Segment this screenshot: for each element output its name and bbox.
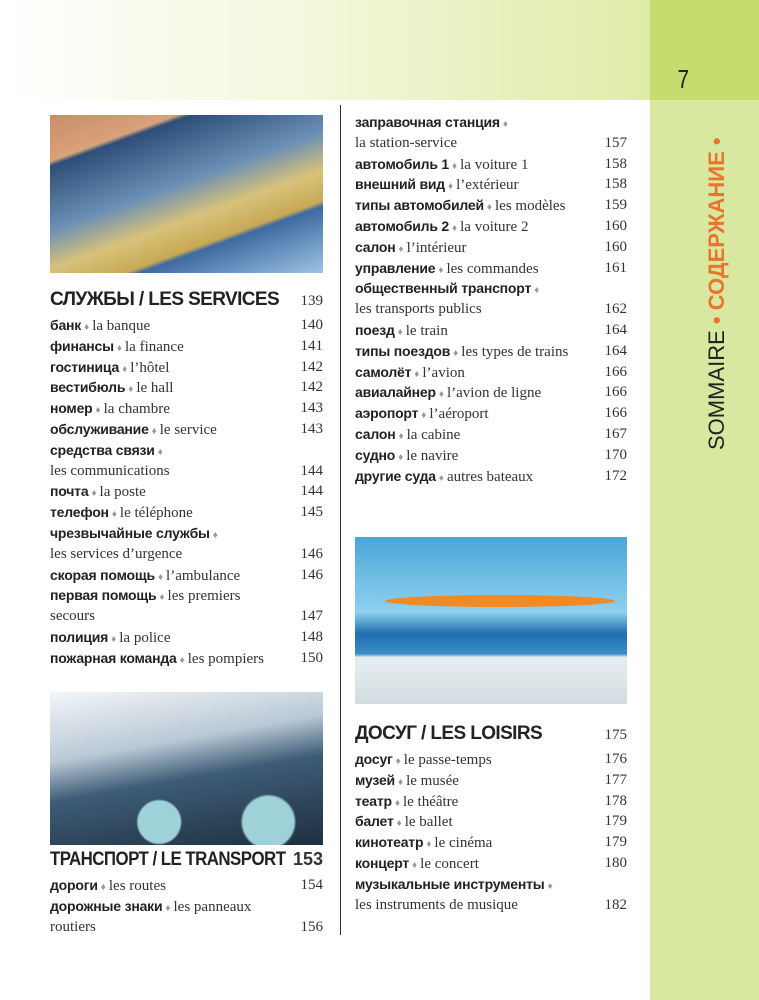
section-heading: [355, 723, 627, 749]
entry-ru: управление: [355, 259, 436, 276]
entry-text: [355, 112, 511, 133]
entry-page: 146: [300, 545, 323, 562]
separator-icon: ♦: [84, 322, 90, 333]
toc-entry: [355, 382, 627, 403]
entry-ru: финансы: [50, 337, 114, 354]
entry-text-continued: [50, 544, 182, 565]
entry-text: [355, 320, 448, 341]
entry-text: [50, 875, 166, 896]
separator-icon: ♦: [438, 389, 444, 401]
toc-entry: [355, 112, 627, 133]
separator-icon: ♦: [212, 529, 218, 541]
entry-fr: la chambre: [103, 401, 170, 418]
entry-ru: дорожные знаки: [50, 897, 163, 914]
entry-page: 143: [300, 420, 323, 437]
entry-fr: le passe-temps: [403, 752, 492, 768]
separator-icon: ♦: [452, 222, 458, 234]
separator-icon: ♦: [398, 451, 404, 463]
section-heading: [50, 849, 323, 875]
entry-fr-continued: les communications: [50, 462, 170, 479]
toc-entry: [355, 403, 627, 424]
toc-entry: [355, 853, 627, 874]
entry-text-continued: [355, 133, 457, 154]
entry-fr: la banque: [92, 318, 151, 334]
toc-entry: [355, 195, 627, 216]
entry-text: [355, 424, 460, 445]
separator-icon: ♦: [398, 243, 404, 255]
entry-fr: le service: [159, 421, 217, 438]
entry-ru: общественный транспорт: [355, 280, 532, 297]
entry-text: [50, 336, 184, 357]
entry-ru: музей: [355, 771, 395, 788]
entry-page: 144: [300, 483, 323, 500]
entry-ru: скорая помощь: [50, 566, 155, 583]
entry-fr: le concert: [420, 855, 479, 872]
entry-ru: внешний вид: [355, 176, 445, 193]
entry-fr: la cabine: [406, 426, 461, 443]
entry-text-continued: [355, 895, 518, 916]
entry-ru: автомобиль 2: [355, 217, 450, 234]
toc-entry: [50, 627, 323, 648]
toc-entry: [355, 278, 627, 299]
entry-ru: пожарная команда: [50, 649, 177, 666]
toc-entry-continued: [355, 133, 627, 154]
section-transport: [50, 849, 323, 937]
entry-page: 161: [604, 259, 627, 276]
section-page: 153: [292, 849, 323, 869]
separator-icon: ♦: [486, 202, 493, 214]
entry-text: [355, 811, 453, 832]
entry-fr: la voiture 2: [460, 218, 529, 235]
separator-icon: ♦: [394, 797, 400, 809]
separator-icon: ♦: [395, 756, 401, 767]
title-sep: •: [704, 316, 729, 325]
separator-icon: ♦: [397, 776, 404, 788]
entry-fr: l’avion: [422, 364, 465, 381]
entry-text: [355, 853, 479, 874]
entry-fr-continued: secours: [50, 608, 95, 625]
beach-van-photo: [355, 537, 627, 704]
toc-entry: [50, 648, 323, 669]
page-number: 7: [677, 64, 690, 94]
entry-text: [355, 791, 458, 812]
entry-text: [50, 585, 240, 606]
entry-page: 157: [604, 134, 627, 151]
separator-icon: ♦: [100, 882, 106, 893]
entry-page: 167: [604, 425, 627, 442]
separator-icon: ♦: [95, 405, 101, 417]
toc-entry-continued: [355, 299, 627, 320]
car-dashboard-photo: [50, 692, 323, 845]
entry-ru: средства связи: [50, 441, 155, 458]
title-end: •: [704, 137, 729, 146]
entry-ru: автомобиль 1: [355, 155, 450, 172]
entry-page: 144: [300, 462, 323, 479]
separator-icon: ♦: [397, 326, 403, 338]
entry-text: [50, 440, 166, 461]
entry-page: 179: [604, 813, 627, 830]
entry-fr: le hall: [136, 380, 174, 397]
entry-ru: типы автомобилей: [355, 197, 484, 214]
entry-fr: l’hôtel: [130, 359, 170, 376]
entry-ru: телефон: [50, 504, 109, 521]
separator-icon: ♦: [159, 592, 165, 604]
separator-icon: ♦: [426, 839, 432, 851]
entry-text: [355, 749, 492, 770]
entry-page: 176: [604, 751, 627, 767]
toc-entry: [50, 875, 323, 896]
entry-text: [50, 502, 193, 523]
column-divider: [340, 105, 341, 935]
entry-text: [50, 565, 240, 586]
toc-entry: [355, 770, 627, 791]
entry-fr: l’intérieur: [406, 239, 467, 256]
separator-icon: ♦: [421, 410, 427, 422]
section-transport-continued: [355, 112, 627, 486]
toc-entry-continued: [50, 544, 323, 565]
entry-page: 170: [604, 446, 627, 463]
separator-icon: ♦: [116, 342, 123, 354]
toc-entry: [50, 565, 323, 586]
separator-icon: ♦: [128, 384, 134, 396]
entry-ru: номер: [50, 400, 93, 417]
toc-entry: [50, 377, 323, 398]
separator-icon: ♦: [502, 119, 508, 130]
entry-ru: вестибюль: [50, 379, 126, 396]
toc-entry: [355, 791, 627, 812]
separator-icon: ♦: [547, 880, 553, 892]
entry-fr: le théâtre: [402, 793, 459, 810]
separator-icon: ♦: [438, 472, 444, 484]
entry-fr: les pompiers: [187, 650, 264, 667]
toc-entry: [355, 445, 627, 466]
entry-page: 172: [604, 467, 627, 484]
separator-icon: ♦: [151, 425, 157, 437]
entry-text: [355, 466, 533, 487]
separator-icon: ♦: [414, 368, 420, 380]
entry-page: 180: [604, 854, 627, 871]
toc-entry: [50, 440, 323, 461]
entry-ru: досуг: [355, 751, 393, 767]
entry-text: [355, 341, 568, 362]
entry-page: 141: [300, 337, 323, 354]
entry-page: 164: [604, 321, 627, 338]
separator-icon: ♦: [412, 859, 418, 871]
top-band: [0, 0, 650, 100]
entry-ru: кинотеатр: [355, 834, 424, 851]
entry-page: 140: [300, 317, 323, 333]
entry-text: [50, 419, 217, 440]
entry-ru: чрезвычайные службы: [50, 524, 210, 541]
separator-icon: ♦: [534, 285, 540, 297]
entry-fr: le téléphone: [119, 505, 193, 522]
entry-ru: типы поездов: [355, 342, 451, 359]
entry-page: 179: [604, 834, 627, 851]
side-tab: [650, 0, 759, 1000]
entry-text: [355, 216, 528, 237]
entry-page: 166: [604, 405, 627, 422]
entry-ru: музыкальные инструменты: [355, 875, 545, 892]
separator-icon: ♦: [157, 446, 163, 458]
entry-text: [355, 195, 565, 216]
entry-page: 182: [604, 896, 627, 913]
entry-page: 156: [300, 918, 323, 935]
toc-entry: [355, 154, 627, 175]
entry-fr: la police: [119, 629, 171, 646]
entry-ru: салон: [355, 238, 396, 255]
entry-ru: другие суда: [355, 467, 436, 484]
entry-fr: l’aéroport: [429, 406, 489, 423]
separator-icon: ♦: [396, 818, 402, 830]
credit-cards-photo: [50, 115, 323, 273]
entry-page: 150: [300, 649, 323, 666]
title-fr: SOMMAIRE: [704, 330, 729, 450]
entry-ru: почта: [50, 483, 89, 500]
side-tab-top: [650, 0, 759, 100]
entry-text: [50, 377, 173, 398]
toc-entry: [355, 341, 627, 362]
entry-fr: le train: [405, 322, 448, 339]
toc-entry-continued: [50, 917, 323, 938]
entry-ru: салон: [355, 425, 396, 442]
entry-ru: самолёт: [355, 363, 412, 380]
entry-ru: гостиница: [50, 358, 120, 375]
section-heading: [50, 289, 323, 315]
entry-fr: autres bateaux: [446, 468, 534, 485]
entry-text-continued: [50, 461, 170, 482]
entry-page: 178: [604, 792, 627, 809]
entry-text: [355, 278, 542, 299]
toc-entry-continued: [50, 606, 323, 627]
section-title: ТРАНСПОРТ / LE TRANSPORT: [50, 849, 286, 870]
toc-entry: [50, 896, 323, 917]
entry-page: 154: [300, 877, 323, 893]
entry-text: [50, 481, 146, 502]
entry-page: 160: [604, 217, 627, 234]
toc-entry: [50, 336, 323, 357]
toc-entry: [355, 811, 627, 832]
entry-text: [50, 523, 221, 544]
entry-page: 158: [604, 176, 627, 193]
toc-entry: [50, 315, 323, 336]
separator-icon: ♦: [111, 509, 117, 521]
separator-icon: ♦: [438, 264, 444, 276]
entry-fr: la finance: [125, 338, 184, 355]
toc-entry: [355, 174, 627, 195]
entry-fr: le ballet: [404, 814, 453, 831]
entry-page: 158: [604, 155, 627, 172]
entry-ru: заправочная станция: [355, 114, 500, 130]
toc-entry: [355, 466, 627, 487]
entry-text-continued: [355, 299, 482, 320]
entry-ru: дороги: [50, 877, 98, 893]
entry-text: [50, 648, 264, 669]
separator-icon: ♦: [157, 571, 164, 583]
entry-fr-continued: les services d’urgence: [50, 545, 183, 562]
entry-page: 145: [300, 504, 323, 521]
entry-page: 148: [300, 628, 323, 645]
entry-ru: обслуживание: [50, 420, 149, 437]
toc-entry: [50, 398, 323, 419]
section-title: ДОСУГ / LES LOISIRS: [355, 723, 543, 744]
section-title: СЛУЖБЫ / LES SERVICES: [50, 289, 280, 310]
toc-entry: [355, 424, 627, 445]
toc-entry: [50, 419, 323, 440]
toc-entry: [50, 523, 323, 544]
toc-entry: [50, 357, 323, 378]
entry-fr: l’extérieur: [456, 177, 519, 194]
entry-text: [50, 398, 170, 419]
entry-fr-continued: routiers: [50, 918, 96, 935]
separator-icon: ♦: [453, 347, 459, 359]
toc-entry-continued: [355, 895, 627, 916]
entry-page: 143: [300, 400, 323, 417]
separator-icon: ♦: [398, 430, 404, 442]
entry-page: 147: [300, 608, 323, 625]
separator-icon: ♦: [111, 633, 117, 645]
entry-fr: l’avion de ligne: [446, 385, 542, 402]
entry-ru: банк: [50, 317, 82, 333]
entry-fr: le navire: [406, 447, 459, 464]
separator-icon: ♦: [179, 654, 185, 666]
entry-page: 166: [604, 363, 627, 380]
entry-text: [50, 315, 150, 336]
entry-text: [50, 357, 169, 378]
entry-ru: театр: [355, 792, 392, 809]
entry-fr: les premiers: [167, 588, 241, 605]
entry-text: [355, 382, 541, 403]
separator-icon: ♦: [91, 488, 97, 500]
entry-text: [50, 627, 171, 648]
toc-entry: [50, 585, 323, 606]
entry-ru: аэропорт: [355, 405, 419, 422]
entry-fr: l’ambulance: [166, 567, 241, 584]
entry-text: [355, 832, 492, 853]
entry-fr: les routes: [108, 878, 166, 894]
entry-text: [355, 445, 458, 466]
entry-text: [355, 258, 539, 279]
entry-text: [50, 896, 251, 917]
toc-entry: [355, 258, 627, 279]
entry-text-continued: [50, 606, 95, 627]
entry-text: [355, 403, 489, 424]
toc-entry: [355, 320, 627, 341]
entry-fr: la poste: [99, 484, 146, 501]
toc-entry: [355, 749, 627, 770]
entry-page: 160: [604, 238, 627, 255]
entry-text: [355, 874, 556, 895]
toc-entry: [50, 481, 323, 502]
separator-icon: ♦: [447, 181, 454, 193]
entry-ru: балет: [355, 813, 394, 830]
entry-page: 142: [300, 358, 323, 375]
entry-fr: les types de trains: [461, 343, 569, 360]
entry-ru: первая помощь: [50, 587, 157, 604]
entry-fr-continued: les transports publics: [355, 301, 482, 318]
entry-ru: судно: [355, 446, 396, 463]
toc-entry: [355, 362, 627, 383]
entry-fr: la voiture 1: [460, 156, 529, 173]
toc-entry: [355, 832, 627, 853]
entry-ru: поезд: [355, 321, 395, 338]
toc-entry: [50, 502, 323, 523]
section-leisure: [355, 723, 627, 915]
section-page: 139: [300, 293, 323, 309]
toc-entry: [355, 216, 627, 237]
entry-text: [355, 237, 467, 258]
entry-page: 142: [300, 379, 323, 396]
entry-fr-continued: la station-service: [355, 134, 458, 151]
entry-fr: le musée: [406, 772, 459, 789]
entry-ru: полиция: [50, 628, 109, 645]
entry-page: 166: [604, 384, 627, 401]
entry-fr: le cinéma: [434, 835, 493, 852]
surfboard: [385, 595, 615, 607]
entry-ru: авиалайнер: [355, 384, 436, 401]
entry-text: [355, 174, 519, 195]
entry-page: 177: [604, 771, 627, 788]
entry-ru: концерт: [355, 854, 410, 871]
entry-fr-continued: les instruments de musique: [355, 896, 518, 913]
separator-icon: ♦: [452, 160, 458, 172]
entry-text-continued: [50, 917, 96, 938]
entry-text: [355, 362, 465, 383]
title-ru: СОДЕРЖАНИЕ: [704, 151, 729, 311]
entry-page: 146: [300, 566, 323, 583]
section-services: [50, 289, 323, 669]
entry-fr: les commandes: [446, 260, 539, 277]
entry-text: [355, 154, 528, 175]
section-page: 175: [604, 727, 627, 743]
separator-icon: ♦: [165, 902, 171, 914]
separator-icon: ♦: [122, 363, 128, 375]
entry-page: 162: [604, 301, 627, 318]
entry-page: 164: [604, 342, 627, 359]
entry-fr: les panneaux: [173, 898, 252, 915]
toc-entry: [355, 874, 627, 895]
entry-text: [355, 770, 459, 791]
toc-entry-continued: [50, 461, 323, 482]
vertical-title: [704, 137, 730, 450]
entry-fr: les modèles: [495, 198, 566, 215]
toc-entry: [355, 237, 627, 258]
entry-page: 159: [604, 197, 627, 214]
